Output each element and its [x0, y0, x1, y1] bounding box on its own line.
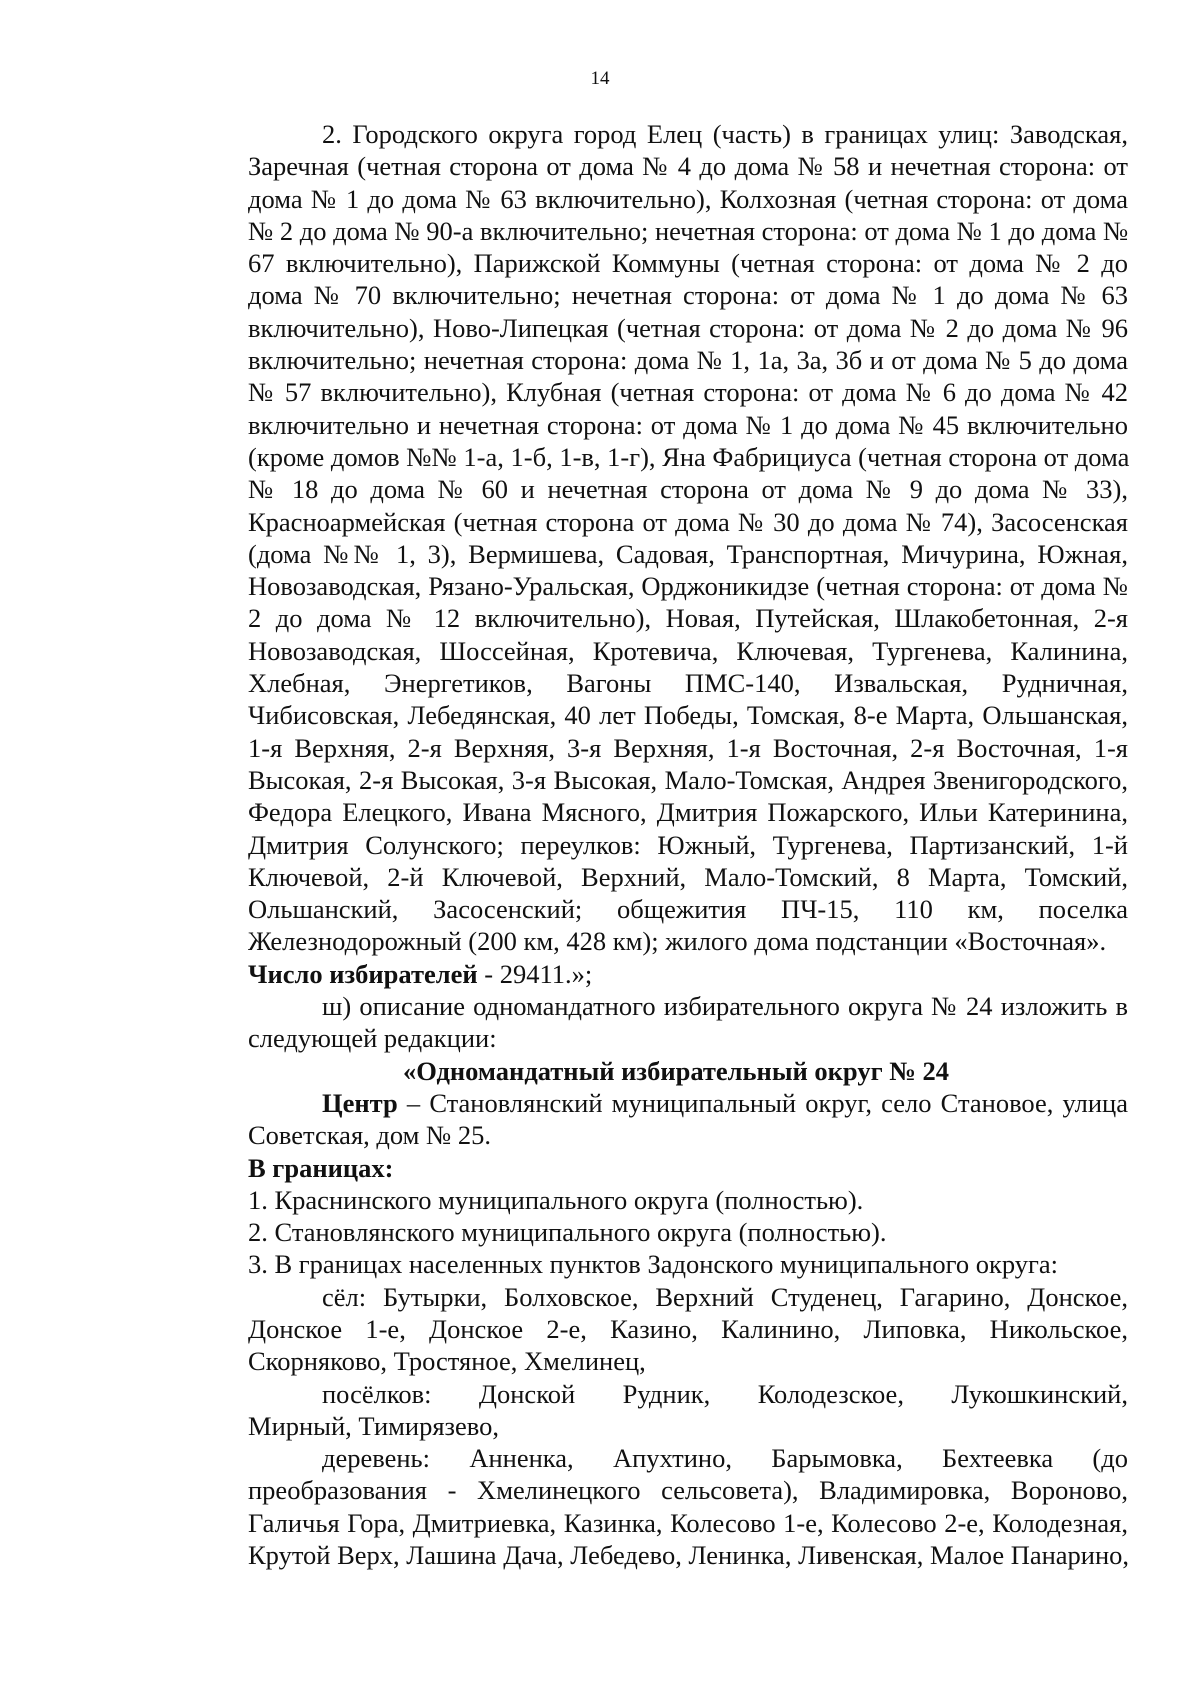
paragraph-settlements [174, 1378, 1128, 1443]
list-item-3: 3. В границах населенных пунктов Задонского муниципального округа: [248, 1249, 1059, 1280]
center-text: – Становлянский муниципальный округ, село Становое, улица [397, 1087, 1128, 1118]
text-line: Галичья Гора, Дмитриевка, Казинка, Колесово 1-е, Колесово 2-е, Колодезная, [248, 1507, 1128, 1538]
text-line: Федора Елецкого, Ивана Мясного, Дмитрия Пожарского, Ильи Катеринина, [248, 797, 1128, 828]
list-item-2: 2. Становлянского муниципального округа (полностью). [248, 1217, 887, 1248]
center-label: Центр [322, 1087, 398, 1118]
text-line: посёлков: Донской Рудник, Колодезское, Лукошкинский, [322, 1378, 1128, 1409]
text-line: Чибисовская, Лебедянская, 40 лет Победы, Томская, 8-е Марта, Ольшанская, [248, 700, 1128, 731]
text-line: № 2 до дома № 90-а включительно; нечетная сторона: от дома № 1 до дома № [248, 215, 1129, 246]
voters-value: - 29411.»; [477, 958, 593, 989]
text-line: Железнодорожный (200 км, 428 км); жилого дома подстанции «Восточная». [248, 926, 1107, 957]
text-line: Дмитрия Солунского; переулков: Южный, Тургенева, Партизанский, 1-й [248, 829, 1128, 860]
text-line: включительно; нечетная сторона: дома № 1, 1а, 3а, 3б и от дома № 5 до дома [248, 345, 1128, 376]
text-line: 67 включительно), Парижской Коммуны (четная сторона: от дома № 2 до [248, 248, 1128, 279]
text-line: Ольшанский, Засосенский; общежития ПЧ-15, 110 км, поселка [248, 894, 1128, 925]
voters-count-line [174, 958, 1128, 990]
voters-label: Число избирателей [248, 958, 478, 989]
text-line [174, 1087, 1128, 1119]
text-line: ш) описание одномандатного избирательного округа № 24 изложить в [322, 991, 1128, 1022]
text-line: 2. Городского округа город Елец (часть) в границах улиц: Заводская, [322, 119, 1128, 149]
paragraph-district-yelets [174, 118, 1128, 958]
text-line: преобразования - Хмелинецкого сельсовета), Владимировка, Вороново, [248, 1475, 1128, 1506]
text-line: 2 до дома № 12 включительно), Новая, Путейская, Шлакобетонная, 2-я [248, 603, 1128, 634]
text-line: включительно и нечетная сторона: от дома № 1 до дома № 45 включительно [248, 409, 1128, 440]
text-line: дома № 1 до дома № 63 включительно), Колхозная (четная сторона: от дома [248, 183, 1128, 214]
text-line: Советская, дом № 25. [248, 1120, 492, 1151]
text-line: дома № 70 включительно; нечетная сторона: от дома № 1 до дома № 63 [248, 280, 1128, 311]
list-item-1: 1. Краснинского муниципального округа (полностью). [248, 1184, 864, 1215]
text-line: следующей редакции: [248, 1023, 497, 1054]
page-number: 14 [590, 68, 610, 89]
text-line: деревень: Анненка, Апухтино, Барымовка, Бехтеевка (до [322, 1443, 1128, 1474]
text-line: Ключевой, 2-й Ключевой, Верхний, Мало-Томский, 8 Марта, Томский, [248, 861, 1128, 892]
borders-label: В границах: [248, 1152, 394, 1183]
text-line: включительно), Ново-Липецкая (четная сторона: от дома № 2 до дома № 96 [248, 312, 1128, 343]
text-line: Крутой Верх, Лашина Дача, Лебедево, Ленинка, Ливенская, Малое Панарино, [248, 1540, 1130, 1571]
district-heading [174, 1055, 1128, 1087]
paragraph-villages [174, 1281, 1128, 1378]
text-line: (дома №№ 1, 3), Вермишева, Садовая, Транспортная, Мичурина, Южная, [248, 538, 1128, 569]
text-line: Скорняково, Тростяное, Хмелинец, [248, 1346, 646, 1377]
paragraph-hamlets [174, 1442, 1128, 1571]
text-line: Хлебная, Энергетиков, Вагоны ПМС-140, Извальская, Рудничная, [248, 668, 1128, 699]
text-line: № 18 до дома № 60 и нечетная сторона от дома № 9 до дома № 33), [248, 474, 1128, 505]
text-line: Красноармейская (четная сторона от дома № 30 до дома № 74), Засосенская [248, 506, 1128, 537]
document-body [174, 118, 1128, 1571]
paragraph-amendment-sh [174, 990, 1128, 1055]
text-line: Мирный, Тимирязево, [248, 1410, 499, 1441]
text-line: Высокая, 2-я Высокая, 3-я Высокая, Мало-Томская, Андрея Звенигородского, [248, 764, 1128, 795]
text-line: Донское 1-е, Донское 2-е, Казино, Калинино, Липовка, Никольское, [248, 1313, 1128, 1344]
text-line: № 57 включительно), Клубная (четная сторона: от дома № 6 до дома № 42 [248, 377, 1128, 408]
text-line: сёл: Бутырки, Болховское, Верхний Студенец, Гагарино, Донское, [322, 1281, 1128, 1312]
text-line: Новозаводская, Рязано-Уральская, Орджоникидзе (четная сторона: от дома № [248, 571, 1128, 602]
text-line: Заречная (четная сторона от дома № 4 до дома № 58 и нечетная сторона: от [248, 151, 1128, 182]
text-line: (кроме домов №№ 1-а, 1-б, 1-в, 1-г), Яна Фабрициуса (четная сторона от дома [248, 441, 1130, 472]
text-line: 1-я Верхняя, 2-я Верхняя, 3-я Верхняя, 1-я Восточная, 2-я Восточная, 1-я [248, 732, 1128, 763]
district-heading-text: «Одномандатный избирательный округ № 24 [403, 1055, 949, 1086]
paragraph-center [174, 1087, 1128, 1152]
borders-heading [174, 1152, 1128, 1184]
text-line: Новозаводская, Шоссейная, Кротевича, Ключевая, Тургенева, Калинина, [248, 635, 1128, 666]
